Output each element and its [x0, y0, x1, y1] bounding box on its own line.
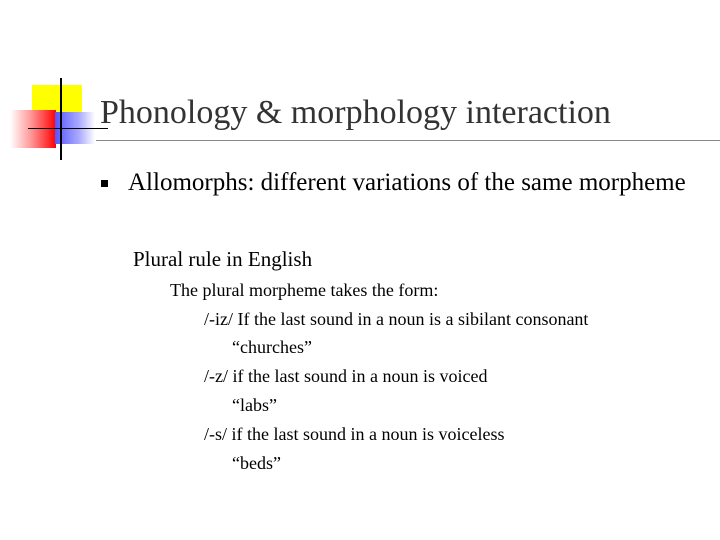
square-bullet-icon — [101, 180, 108, 187]
rule-z-form: /-z/ if the last sound in a noun is voiced — [204, 366, 488, 386]
bullet-text: Allomorphs: different variations of the same morpheme — [128, 169, 686, 196]
rule-s-form: /-s/ if the last sound in a noun is voiceless — [204, 424, 505, 444]
sub-heading: Plural rule in English — [133, 247, 313, 271]
logo-vertical-line — [60, 78, 62, 160]
rule-iz-example: “churches” — [232, 337, 312, 357]
slide-title: Phonology & morphology interaction — [100, 94, 611, 131]
title-underline — [96, 140, 720, 141]
logo-horizontal-line — [28, 128, 108, 129]
sub-intro: The plural morpheme takes the form: — [170, 280, 439, 300]
rule-iz-form: /-iz/ If the last sound in a noun is a sibilant consonant — [204, 309, 589, 329]
rule-s-example: “beds” — [232, 453, 281, 473]
rule-z-example: “labs” — [232, 395, 277, 415]
logo-red-square — [10, 110, 56, 148]
